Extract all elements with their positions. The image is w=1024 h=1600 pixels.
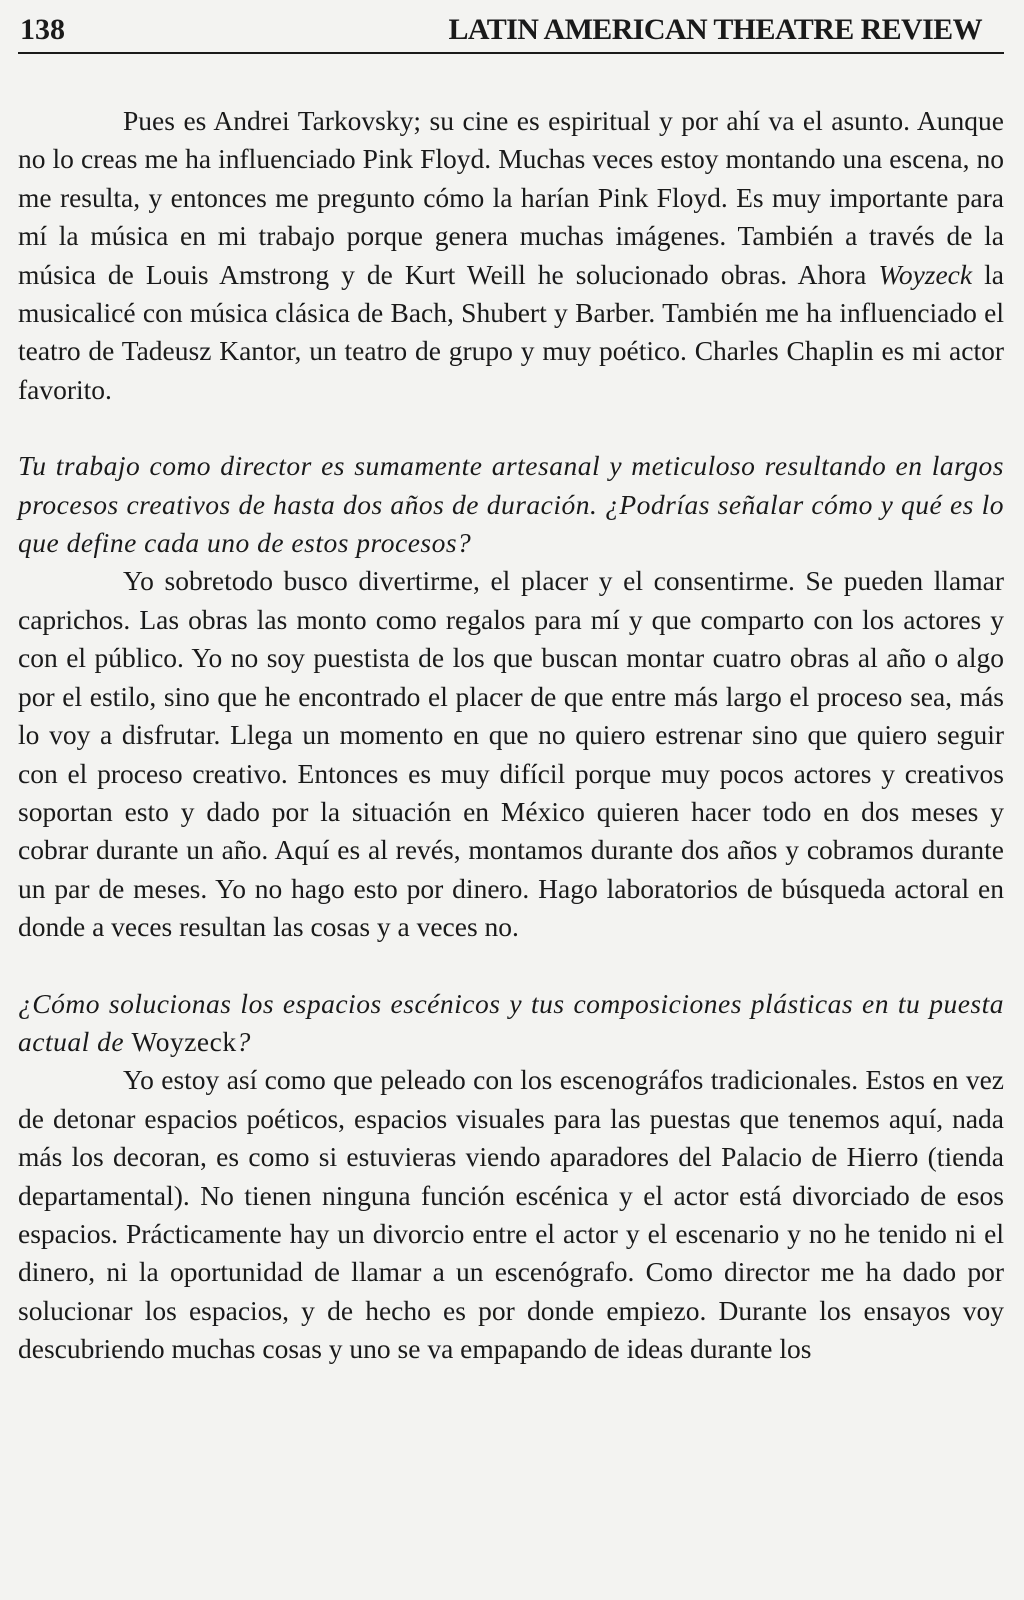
answer-paragraph: Yo estoy así como que peleado con los escenográfos tradicionales. Estos en vez de detonar espacios poéticos, espacios visuales para las puestas que tenemos aquí, nada más los decoran, es como si estuvieras viendo aparadores del Palacio de Hierro (tienda departamental). No tienen ninguna función escénica y el actor está divorciado de esos espacios. Prácticamente hay un divorcio entre el actor y el escenario y no he tenido ni el dinero, ni la oportunidad de llamar a un escenógrafo. Como director me ha dado por solucionar los espacios, y de hecho es por donde empiezo. Durante los ensayos voy descubriendo muchas cosas y uno se va empapando de ideas durante los bbox=[18, 1064, 1004, 1365]
interview-question: Tu trabajo como director es sumamente artesanal y meticuloso resultando en largos procesos creativos de hasta dos años de duración. ¿Podrías señalar cómo y qué es lo que define cada uno de estos procesos? bbox=[18, 450, 1004, 559]
article-body bbox=[18, 102, 1004, 1369]
answer-text: la musicalicé con música clásica de Bach, Shubert y Barber. También me ha influenciado el teatro de Tadeusz Kantor, un teatro de grupo y muy poético. Charles Chaplin es mi actor favorito. bbox=[18, 258, 1004, 405]
answer-paragraph: Yo sobretodo busco divertirme, el placer y el consentirme. Se pueden llamar caprichos. Las obras las monto como regalos para mí y que comparto con los actores y con el público. Yo no soy puestista de los que buscan montar cuatro obras al año o algo por el estilo, sino que he encontrado el placer de que entre más largo el proceso sea, más lo voy a disfrutar. Llega un momento en que no quiero estrenar sino que quiero seguir con el proceso creativo. Entonces es muy difícil porque muy pocos actores y creativos soportan esto y dado por la situación en México quieren hacer todo en dos meses y cobrar durante un año. Aquí es al revés, montamos durante dos años y cobramos durante un par de meses. Yo no hago esto por dinero. Hago laboratorios de búsqueda actoral en donde a veces resultan las cosas y a veces no. bbox=[18, 565, 1004, 943]
journal-title: LATIN AMERICAN THEATRE REVIEW bbox=[448, 13, 982, 46]
question-text: ¿Cómo solucionas los espacios escénicos y tus composiciones plásticas en tu puesta actual de bbox=[18, 987, 1004, 1057]
work-title: Woyzeck bbox=[131, 1025, 237, 1057]
work-title: Woyzeck bbox=[878, 258, 973, 290]
header-rule bbox=[18, 52, 1004, 54]
page-number: 138 bbox=[20, 13, 65, 46]
running-head bbox=[18, 10, 1004, 50]
answer-paragraph bbox=[18, 102, 1004, 409]
interview-question bbox=[18, 985, 1004, 1062]
answer-text: Pues es Andrei Tarkovsky; su cine es espiritual y por ahí va el asunto. Aunque no lo creas me ha influenciado Pink Floyd. Muchas veces estoy montando una escena, no me resulta, y entonces me pregunto cómo la harían Pink Floyd. Es muy importante para mí la música en mi trabajo porque genera muchas imágenes. También a través de la música de Louis Amstrong y de Kurt Weill he solucionado obras. Ahora bbox=[18, 105, 1004, 290]
question-text: ? bbox=[236, 1025, 251, 1057]
